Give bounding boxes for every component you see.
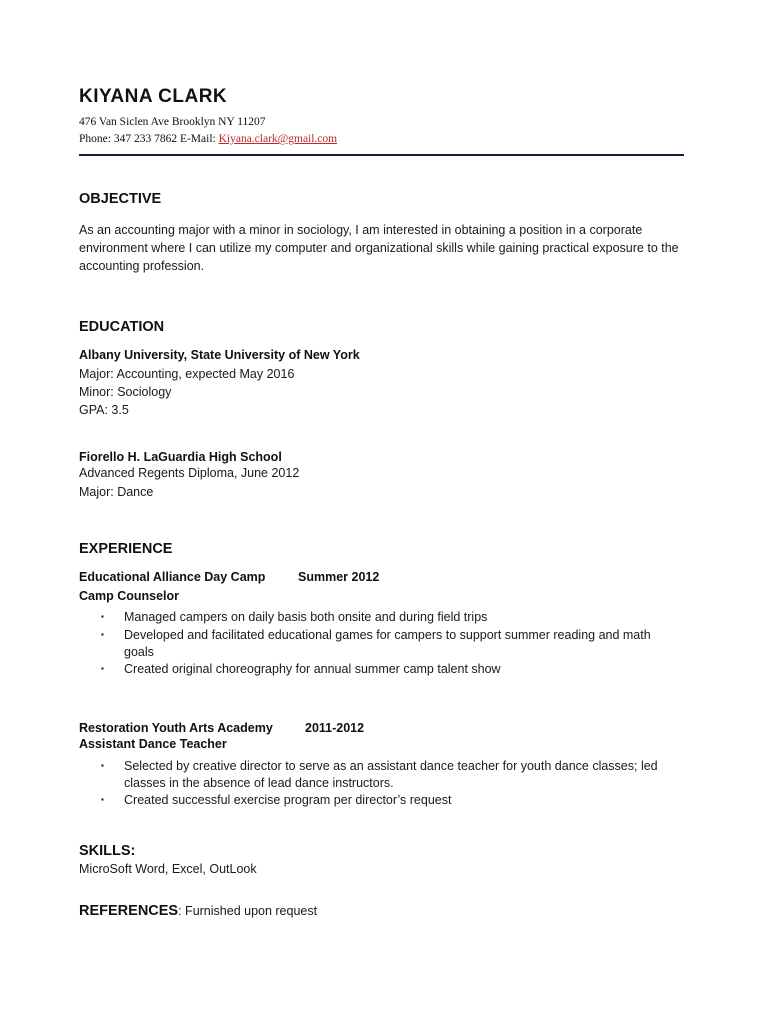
job-title: Camp Counselor xyxy=(79,589,180,603)
skills-heading: SKILLS: xyxy=(79,843,136,859)
phone-email-line xyxy=(79,133,337,145)
education-detail: Advanced Regents Diploma, June 2012 xyxy=(79,466,300,480)
job-bullet: Developed and facilitated educational games for campers to support summer reading and math goals xyxy=(124,628,651,659)
education-detail: GPA: 3.5 xyxy=(79,403,129,417)
job-bullet: Created original choreography for annual summer camp talent show xyxy=(124,662,501,676)
school-name: Albany University, State University of New York xyxy=(79,348,360,362)
employer-name: Educational Alliance Day Camp xyxy=(79,570,266,584)
bullet-marker: ▪ xyxy=(101,795,104,804)
objective-heading: OBJECTIVE xyxy=(79,191,162,207)
references-heading: REFERENCES xyxy=(79,903,179,919)
employer-name: Restoration Youth Arts Academy xyxy=(79,721,273,735)
education-detail: Major: Accounting, expected May 2016 xyxy=(79,367,295,381)
bullet-marker: ▪ xyxy=(101,664,104,673)
job-dates: Summer 2012 xyxy=(298,570,380,584)
job-bullet: Selected by creative director to serve as an assistant dance teacher for youth dance classes; led classes in the absence of lead dance instructors. xyxy=(124,759,658,790)
bullet-marker: ▪ xyxy=(101,761,104,770)
job-dates: 2011-2012 xyxy=(305,721,365,735)
candidate-name: KIYANA CLARK xyxy=(79,86,228,107)
school-name: Fiorello H. LaGuardia High School xyxy=(79,450,282,464)
experience-heading: EXPERIENCE xyxy=(79,541,173,557)
bullet-marker: ▪ xyxy=(101,612,104,621)
bullet-marker: ▪ xyxy=(101,630,104,639)
header-divider xyxy=(79,154,684,156)
education-heading: EDUCATION xyxy=(79,319,165,335)
references-text: : Furnished upon request xyxy=(178,904,318,918)
education-detail: Minor: Sociology xyxy=(79,385,172,399)
phone-label: Phone: 347 233 7862 E-Mail: xyxy=(79,133,219,145)
objective-text: As an accounting major with a minor in sociology, I am interested in obtaining a position in a corporate environment where I can utilize my computer and organizational skills while gaining practical exposure to the accounting profession. xyxy=(79,223,679,273)
email-link[interactable]: Kiyana.clark@gmail.com xyxy=(218,133,338,145)
address-line: 476 Van Siclen Ave Brooklyn NY 11207 xyxy=(79,116,266,128)
references-line xyxy=(79,903,317,919)
skills-text: MicroSoft Word, Excel, OutLook xyxy=(79,862,257,876)
job-bullet: Created successful exercise program per director’s request xyxy=(124,793,452,807)
job-title: Assistant Dance Teacher xyxy=(79,737,227,751)
education-detail: Major: Dance xyxy=(79,485,154,499)
job-bullet: Managed campers on daily basis both onsite and during field trips xyxy=(124,610,488,624)
